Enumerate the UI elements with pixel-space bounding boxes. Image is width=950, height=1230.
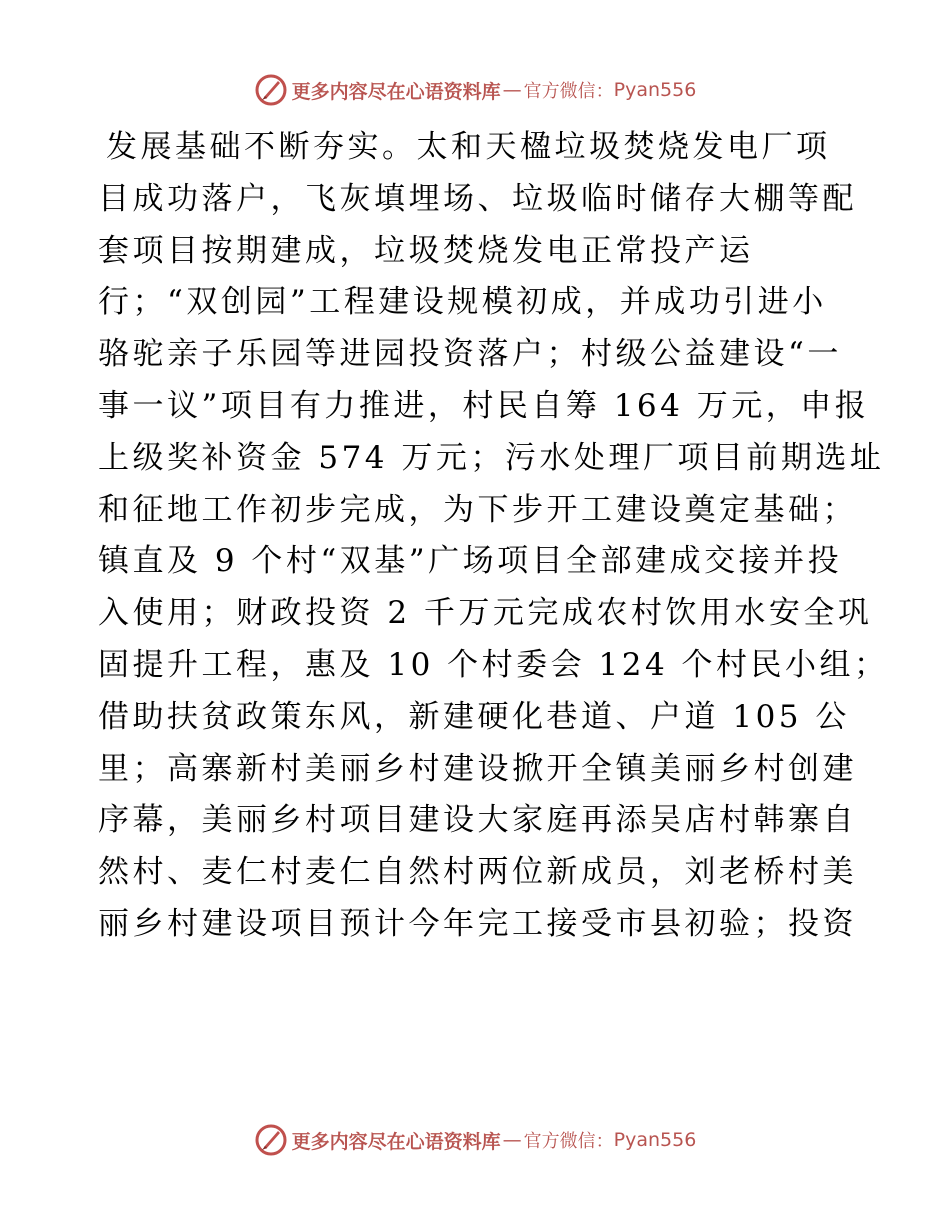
paragraph-line: 借助扶贫政策东风，新建硬化巷道、户道 105 公 (98, 698, 850, 735)
paragraph-line: 上级奖补资金 574 万元；污水处理厂项目前期选址 (98, 439, 885, 476)
paragraph-line: 里；高寨新村美丽乡村建设掀开全镇美丽乡村创建 (98, 750, 857, 787)
paragraph-line: 套项目按期建成，垃圾焚烧发电正常投产运 (98, 232, 754, 269)
banner-wechat-label: 官方微信： (523, 81, 614, 102)
banner-slogan: 更多内容尽在心语资料库 (291, 80, 501, 103)
paragraph-line: 丽乡村建设项目预计今年完工接受市县初验；投资 (98, 905, 857, 942)
paragraph-line: 目成功落户，飞灰填埋场、垃圾临时储存大棚等配 (98, 180, 857, 217)
paragraph-line: 序幕，美丽乡村项目建设大家庭再添吴店村韩寨自 (98, 802, 857, 839)
quill-logo-icon (254, 73, 288, 107)
paragraph-line: 行；“双创园”工程建设规模初成，并成功引进小 (98, 284, 827, 321)
footer-banner (0, 1120, 950, 1160)
quill-logo-icon (254, 1123, 288, 1157)
banner-separator: — (502, 1129, 522, 1151)
paragraph-line: 和征地工作初步完成，为下步开工建设奠定基础； (98, 491, 857, 528)
document-paragraph (98, 122, 889, 951)
paragraph-line: 镇直及 9 个村“双基”广场项目全部建成交接并投 (98, 543, 843, 580)
paragraph-line: 入使用；财政投资 2 千万元完成农村饮用水安全巩 (98, 595, 873, 632)
header-banner (0, 70, 950, 110)
paragraph-line: 然村、麦仁村麦仁自然村两位新成员，刘老桥村美 (98, 854, 857, 891)
banner-wechat-handle: Pyan556 (613, 1129, 697, 1151)
paragraph-line: 骆驼亲子乐园等进园投资落户；村级公益建设“一 (98, 336, 842, 373)
banner-wechat-handle: Pyan556 (613, 79, 697, 101)
paragraph-line: 事一议”项目有力推进，村民自筹 164 万元，申报 (98, 387, 870, 424)
paragraph-line: 发展基础不断夯实。太和天楹垃圾焚烧发电厂项 (106, 129, 831, 165)
banner-slogan: 更多内容尽在心语资料库 (291, 1130, 501, 1153)
paragraph-line: 固提升工程，惠及 10 个村委会 124 个村民小组； (98, 646, 889, 683)
banner-wechat-label: 官方微信： (523, 1131, 614, 1152)
banner-separator: — (502, 79, 522, 101)
